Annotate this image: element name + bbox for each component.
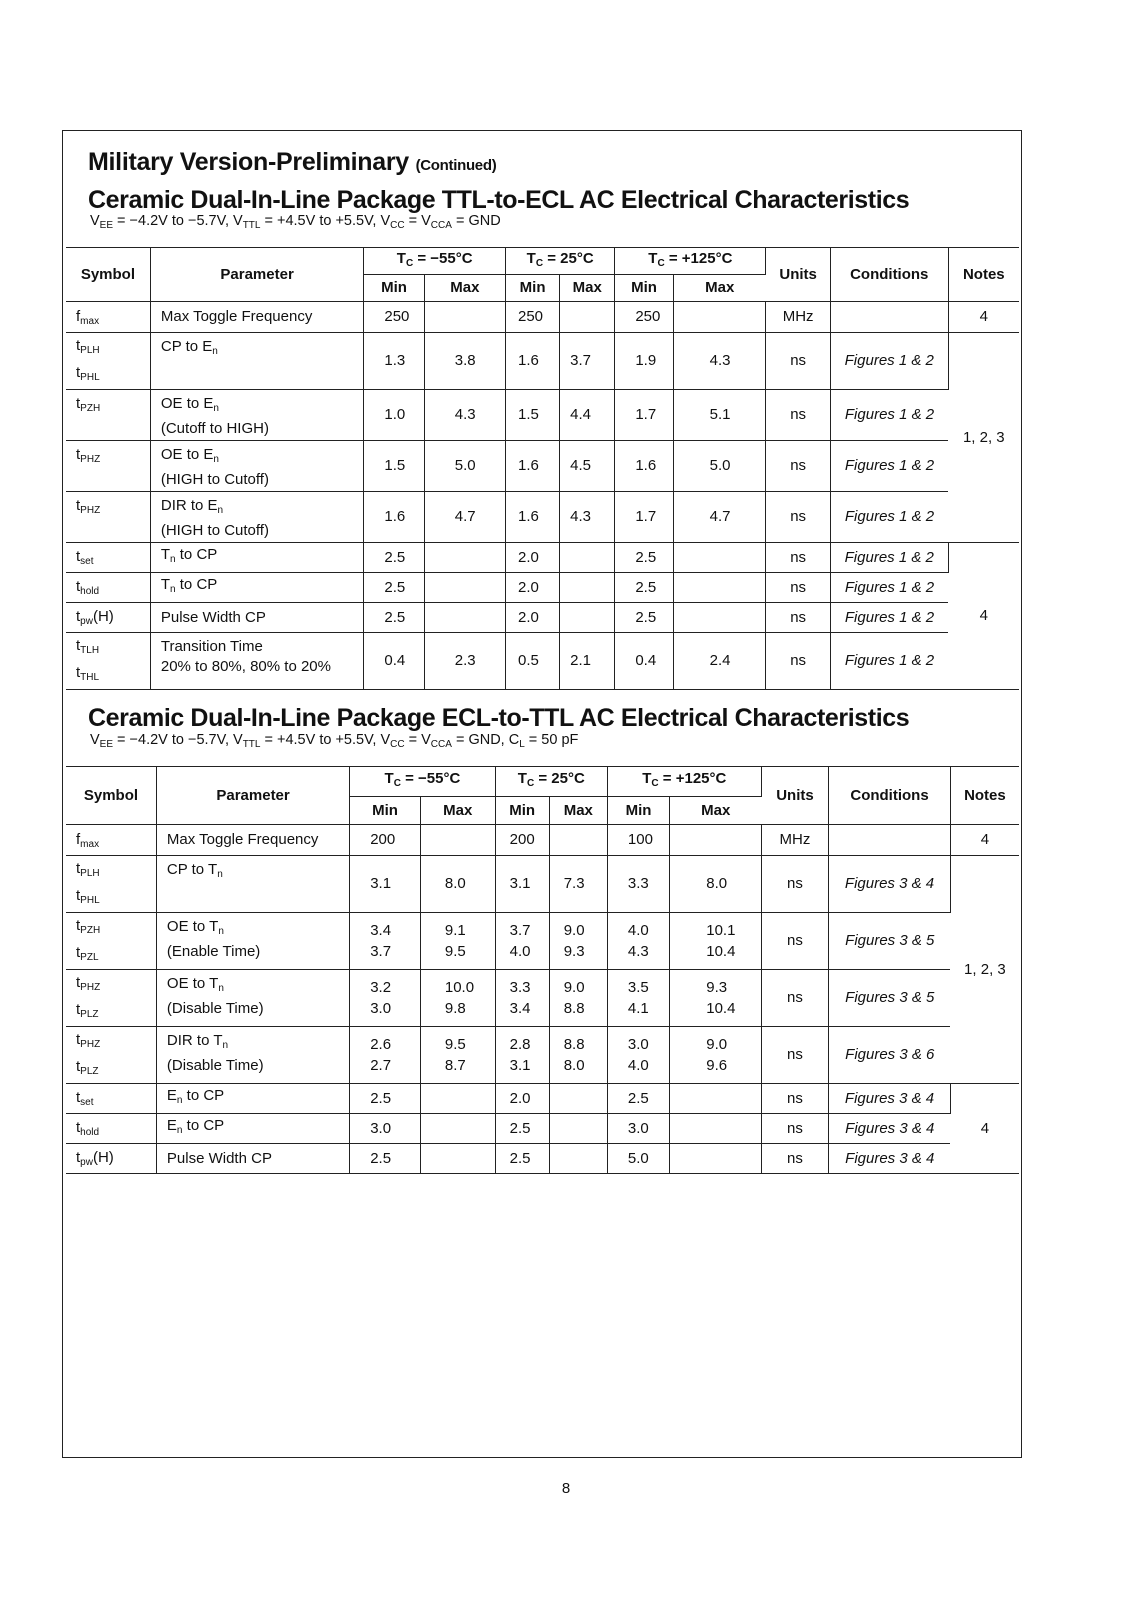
min-header: Min <box>506 275 560 302</box>
table-row: $t_{hold}$ $E_n$ to CP 3.0 2.5 3.0 ns Figures 3 & 4 <box>66 1114 1019 1144</box>
table-row: $t_{TLH}$ $t_{THL}$ Transition Time 20% to 80%, 80% to 20% 0.4 2.3 0.5 2.1 0.4 2.4 ns Figures 1 & 2 <box>66 633 1019 690</box>
max-header: Max <box>673 275 766 302</box>
tc-minus55-header: $T_C = -55^\circ C$ <box>350 767 495 797</box>
units-header: Units <box>766 248 831 302</box>
notes-group: 4 <box>948 543 1019 690</box>
table-row: $t_{pw}(H)$ Pulse Width CP 2.5 2.5 5.0 ns Figures 3 & 4 <box>66 1144 1019 1174</box>
symbol-header: Symbol <box>66 767 156 825</box>
table-row: $t_{PHZ}$ $t_{PLZ}$ OE to $T_n$ (Disable Time) 3.2 3.0 10.0 9.8 3.3 3.4 9.0 8.8 3.5 4.1 9.3 10.4 ns Figures 3 & 5 <box>66 970 1019 1027</box>
min-header: Min <box>607 797 669 825</box>
conditions-header: Conditions <box>829 767 951 825</box>
min-header: Min <box>495 797 549 825</box>
tc-25-header: $T_C = 25^\circ C$ <box>495 767 607 797</box>
tc-25-header: $T_C = 25^\circ C$ <box>506 248 615 275</box>
table-row: $t_{PLH}$ $t_{PHL}$ CP to $T_n$ 3.1 8.0 3.1 7.3 3.3 8.0 ns Figures 3 & 4 1, 2, 3 <box>66 856 1019 913</box>
parameter-header: Parameter <box>156 767 349 825</box>
tc-125-header: $T_C = +125^\circ C$ <box>607 767 761 797</box>
notes-header: Notes <box>948 248 1019 302</box>
table1-conditions: $V_{EE} = -4.2V$ to −5.7V, $V_{TTL} = +4.5V$ to +5.5V, $V_{CC} = V_{CCA}$ = GND <box>90 213 501 231</box>
max-header: Max <box>549 797 607 825</box>
table-row: $t_{PZH}$ OE to $E_n$ (Cutoff to HIGH) 1.0 4.3 1.5 4.4 1.7 5.1 ns Figures 1 & 2 <box>66 390 1019 441</box>
notes-group: 1, 2, 3 <box>950 856 1019 1084</box>
tc-minus55-header: $T_C = -55^\circ C$ <box>364 248 506 275</box>
tc-125-header: $T_C = +125^\circ C$ <box>615 248 766 275</box>
continued-label: (Continued) <box>415 157 497 174</box>
units-header: Units <box>761 767 829 825</box>
table2-title: Ceramic Dual-In-Line Package ECL-to-TTL AC Electrical Characteristics <box>88 704 910 732</box>
max-header: Max <box>670 797 761 825</box>
table-row: $t_{set}$ $E_n$ to CP 2.5 2.0 2.5 ns Figures 3 & 4 4 <box>66 1084 1019 1114</box>
table-row: $t_{PZH}$ $t_{PZL}$ OE to $T_n$ (Enable Time) 3.4 3.7 9.1 9.5 3.7 4.0 9.0 9.3 4.0 4.3 10.1 10.4 ns Figures 3 & 5 <box>66 913 1019 970</box>
min-header: Min <box>350 797 421 825</box>
notes-group: 4 <box>950 1084 1019 1174</box>
symbol-header: Symbol <box>66 248 150 302</box>
table-row: $t_{set}$ $T_n$ to CP 2.5 2.0 2.5 ns Figures 1 & 2 4 <box>66 543 1019 573</box>
section-title: Military Version-Preliminary (Continued) <box>88 148 497 176</box>
min-header: Min <box>364 275 424 302</box>
table-row: $t_{PHZ}$ OE to $E_n$ (HIGH to Cutoff) 1.5 5.0 1.6 4.5 1.6 5.0 ns Figures 1 & 2 <box>66 441 1019 492</box>
ecl-to-ttl-table <box>66 766 1019 1174</box>
table1-title: Ceramic Dual-In-Line Package TTL-to-ECL AC Electrical Characteristics <box>88 186 910 214</box>
ttl-to-ecl-table <box>66 247 1019 690</box>
table-row: $t_{PHZ}$ $t_{PLZ}$ DIR to $T_n$ (Disable Time) 2.6 2.7 9.5 8.7 2.8 3.1 8.8 8.0 3.0 4.0 9.0 9.6 ns Figures 3 & 6 <box>66 1027 1019 1084</box>
table-row: $t_{PHZ}$ DIR to $E_n$ (HIGH to Cutoff) 1.6 4.7 1.6 4.3 1.7 4.7 ns Figures 1 & 2 <box>66 492 1019 543</box>
parameter-header: Parameter <box>150 248 364 302</box>
max-header: Max <box>560 275 615 302</box>
table-row: $t_{pw}(H)$ Pulse Width CP 2.5 2.0 2.5 ns Figures 1 & 2 <box>66 603 1019 633</box>
table-row: $f_{max}$ Max Toggle Frequency 250 250 250 MHz 4 <box>66 302 1019 333</box>
table2-conditions: $V_{EE} = -4.2V$ to −5.7V, $V_{TTL} = +4.5V$ to +5.5V, $V_{CC} = V_{CCA}$ = GND, $C_L = 50$ pF <box>90 732 579 750</box>
notes-header: Notes <box>950 767 1019 825</box>
page-number: 8 <box>561 1480 571 1497</box>
max-header: Max <box>424 275 505 302</box>
table-row: $t_{PLH}$ $t_{PHL}$ CP to $E_n$ 1.3 3.8 1.6 3.7 1.9 4.3 ns Figures 1 & 2 1, 2, 3 <box>66 333 1019 390</box>
min-header: Min <box>615 275 673 302</box>
table-row: $t_{hold}$ $T_n$ to CP 2.5 2.0 2.5 ns Figures 1 & 2 <box>66 573 1019 603</box>
notes-group: 1, 2, 3 <box>948 333 1019 543</box>
table-row: $f_{max}$ Max Toggle Frequency 200 200 100 MHz 4 <box>66 825 1019 856</box>
max-header: Max <box>420 797 495 825</box>
conditions-header: Conditions <box>830 248 948 302</box>
